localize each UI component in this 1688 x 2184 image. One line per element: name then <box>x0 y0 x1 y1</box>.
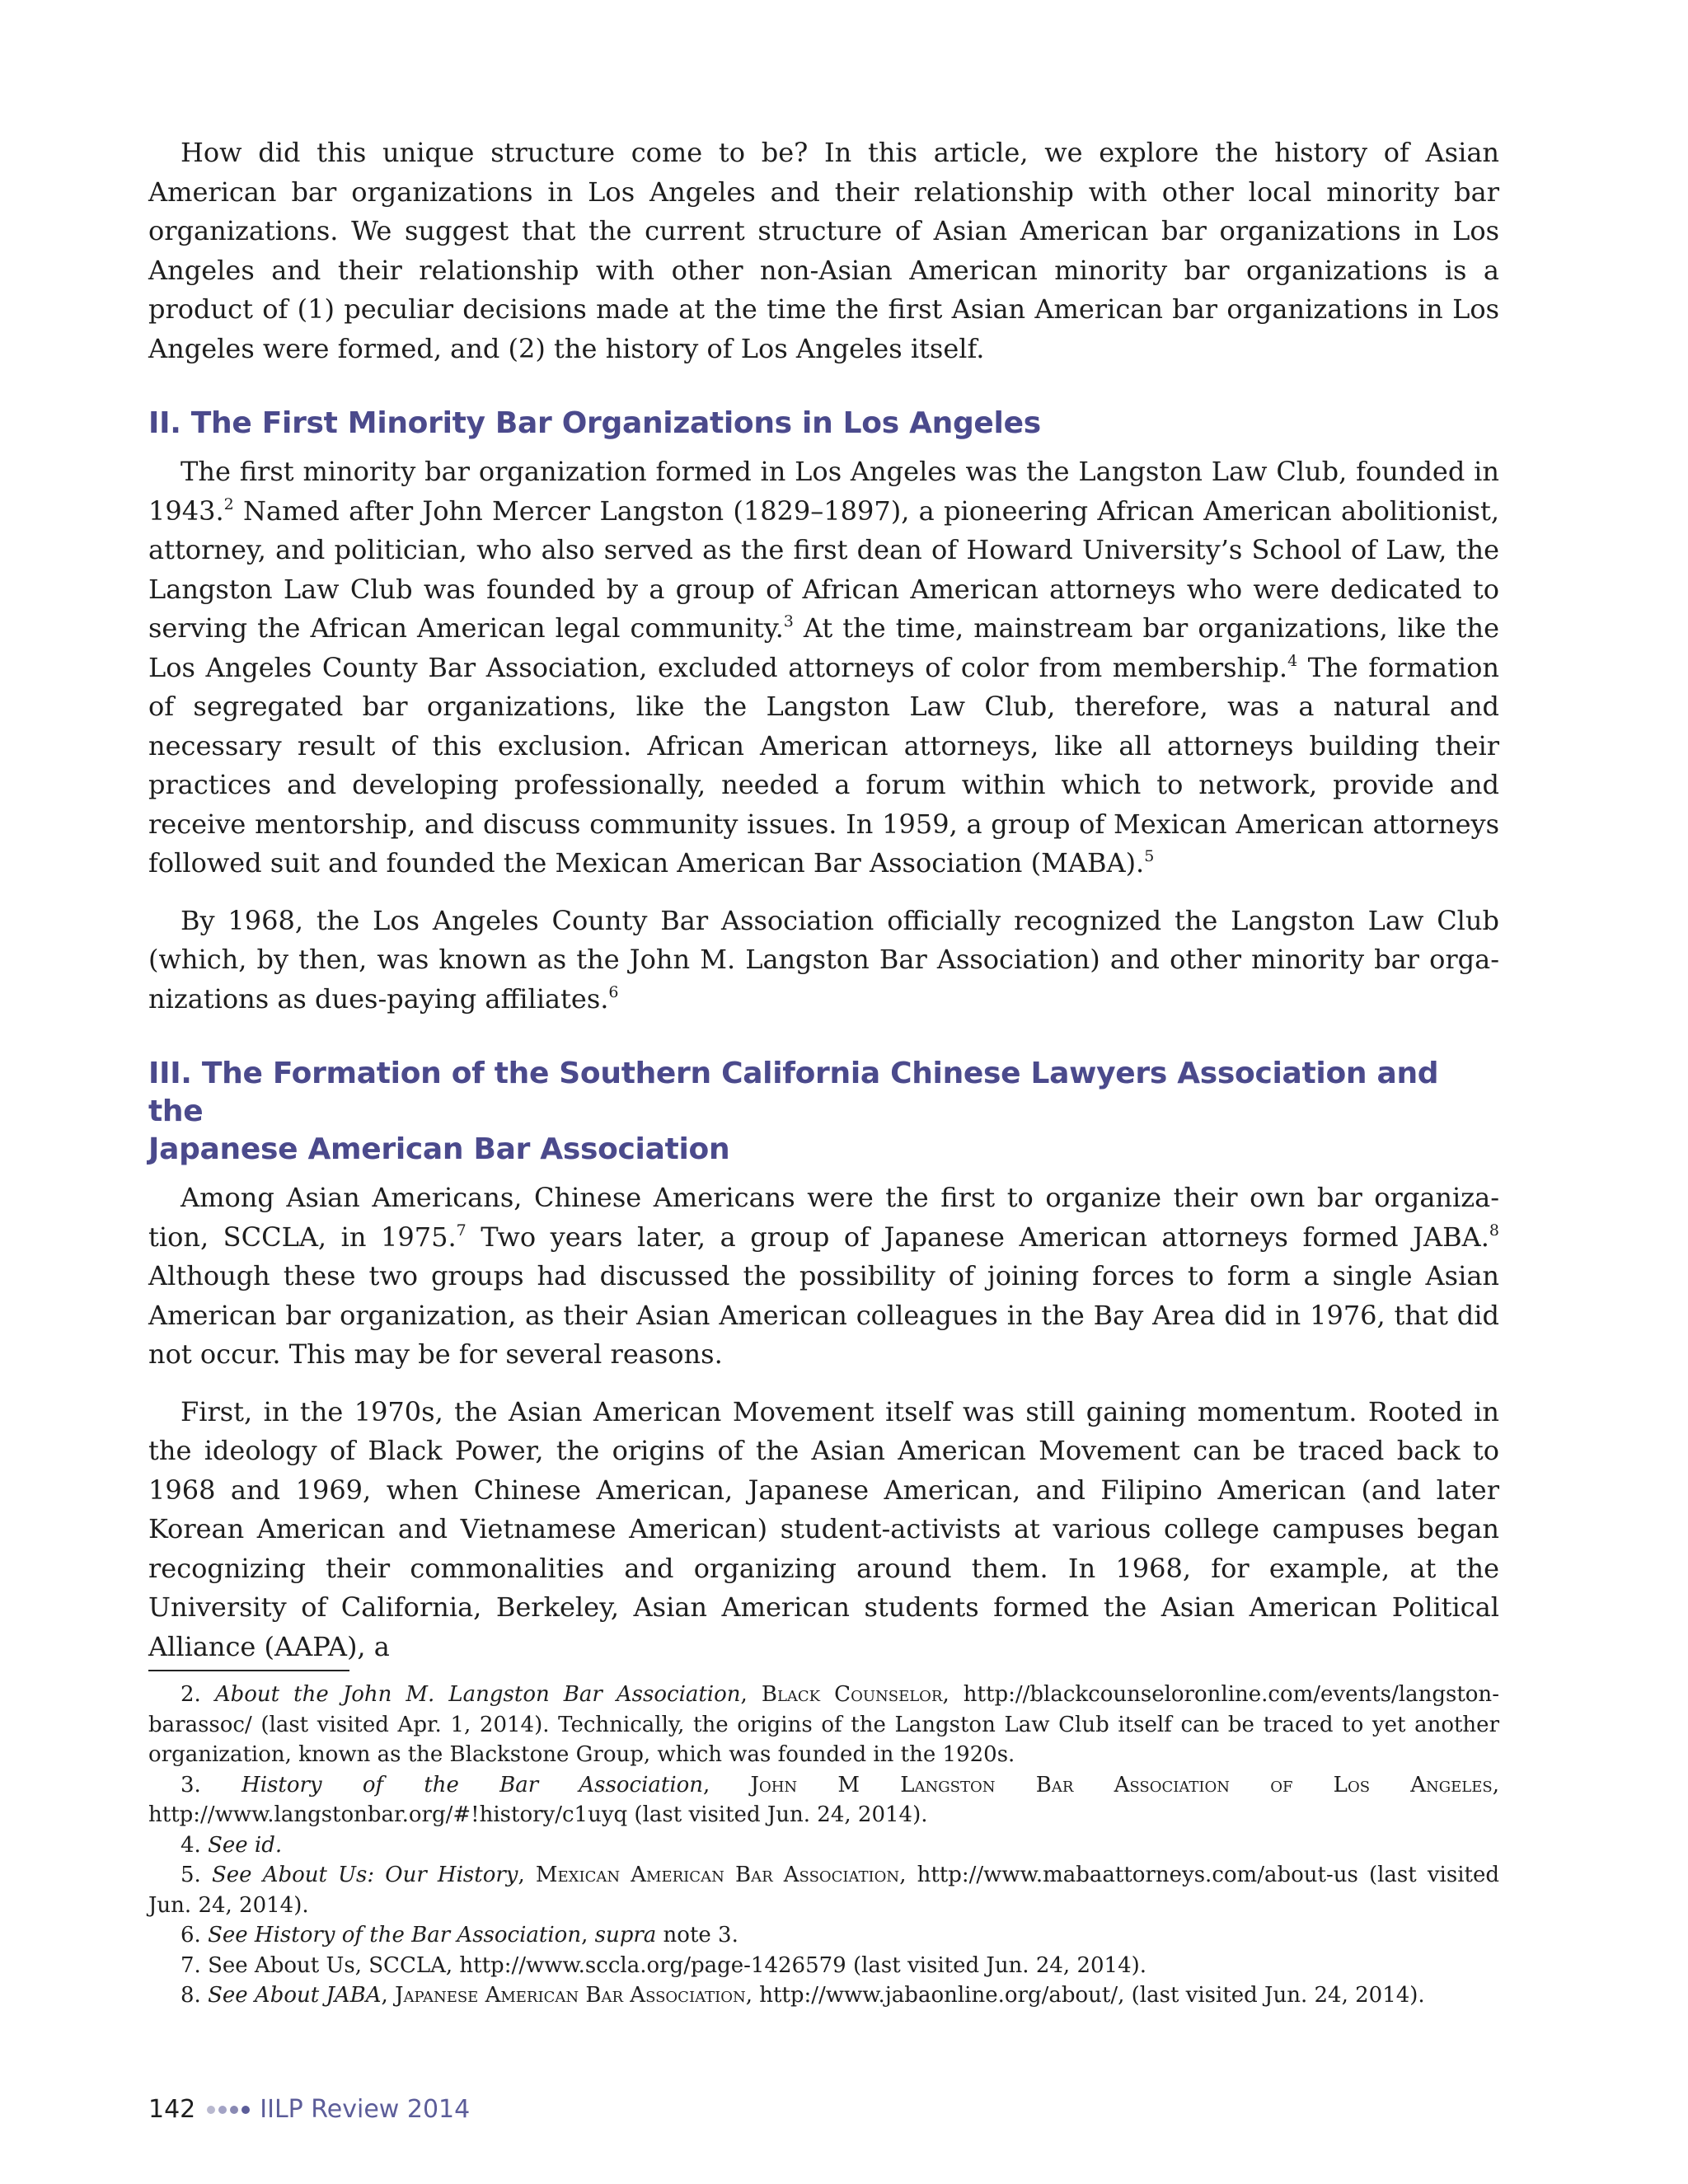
footnote-ref-7[interactable]: 7 <box>456 1221 467 1240</box>
dot-icon <box>241 2106 250 2114</box>
footnotes <box>148 1680 1499 2011</box>
footnote-ref-5[interactable]: 5 <box>1144 847 1155 865</box>
dot-icon <box>207 2106 215 2114</box>
section-2-paragraph-2: By 1968, the Los Angeles County Bar Association officially recognized the Langston Law Club (which, by then, was known as the John M. Langston Bar Association) and other minority bar organizations as dues-paying affiliates.$^6$ <box>148 904 1499 1015</box>
footnote-divider <box>148 1670 349 1671</box>
article-page <box>148 134 1499 2011</box>
section-3-paragraph-1: Among Asian Americans, Chinese Americans were the first to organize their own bar organization, SCCLA, in 1975.$^7$ Two years later, a group of Japanese American attorneys formed JABA.$^8$ Although these two groups had discussed the possibility of joining forces to form a single Asian American bar organization, as their Asian American colleagues in the Bay Area did in 1976, that did not occur. This may be for several reasons. <box>148 1182 1500 1370</box>
intro-paragraph: How did this unique structure come to be? In this article, we explore the history of Asian American bar organizations in Los Angeles and their relationship with other local minority bar organizations. We suggest that the current structure of Asian American bar organizations in Los Angeles and their relationship with other non-Asian American minority bar organizations is a product of (1) peculiar decisions made at the time the first Asian American bar organizations in Los Angeles were formed, and (2) the history of Los Angeles itself. <box>148 137 1499 364</box>
dot-icon <box>230 2106 238 2114</box>
footnote-8: 8. See About JABA, Japanese American Bar Association, http://www.jabaonline.org/about/, (last visited Jun. 24, 2014). <box>181 1983 1425 2008</box>
footnote-5: 5. See About Us: Our History, Mexican American Bar Association, http://www.mabaattorneys.com/about-us (last visited Jun. 24, 2014). <box>148 1863 1500 1918</box>
footnote-ref-4[interactable]: 4 <box>1287 651 1298 670</box>
section-3-heading: III. The Formation of the Southern California Chinese Lawyers Association and the Japanese American Bar Association <box>148 1057 1439 1166</box>
footnote-ref-6[interactable]: 6 <box>608 982 619 1001</box>
page-number: 142 <box>148 2095 196 2124</box>
footnote-2: 2. About the John M. Langston Bar Association, Black Counselor, http://blackcounseloronline.com/events/langstonbarassoc/ (last visited Apr. 1, 2014). Technically, the origins of the Langston Law Club itself can be traced to yet another organization, known as the Blackstone Group, which was founded in the 1920s. <box>148 1682 1499 1767</box>
journal-title: IILP Review 2014 <box>260 2095 471 2124</box>
footnote-7: 7. See About Us, SCCLA, http://www.sccla.org/page-1426579 (last visited Jun. 24, 2014). <box>181 1952 1147 1978</box>
footnote-6: 6. See History of the Bar Association, supra note 3. <box>181 1923 738 1947</box>
footnote-ref-2[interactable]: 2 <box>223 494 234 513</box>
footnote-4: 4. See id. <box>181 1832 283 1858</box>
section-2-heading: II. The First Minority Bar Organizations in Los Angeles <box>148 406 1041 440</box>
dot-icon <box>218 2106 227 2114</box>
footnote-ref-8[interactable]: 8 <box>1489 1221 1500 1240</box>
footnote-3: 3. History of the Bar Association, John M Langston Bar Association of Los Angeles, http://www.langstonbar.org/#!history/c1uyq (last visited Jun. 24, 2014). <box>148 1772 1499 1827</box>
section-2-paragraph-1: The first minority bar organization formed in Los Angeles was the Langston Law Club, founded in 1943.$^2$ Named after John Mercer Langston (1829–1897), a pioneering African American abolitionist, attorney, and politician, who also served as the first dean of Howard University’s School of Law, the Langston Law Club was founded by a group of African American attorneys who were dedicated to serving the African American legal community.$^3$ At the time, mainstream bar organizations, like the Los Angeles County Bar Association, excluded attorneys of color from membership.$^4$ The formation of segregated bar organizations, like the Langston Law Club, therefore, was a natural and necessary result of this exclusion. African American attorneys, like all attorneys building their practices and developing professionally, needed a forum within which to network, provide and receive mentorship, and discuss community issues. In 1959, a group of Mexican American attorneys followed suit and founded the Mexican American Bar Association (MABA).$^5$ <box>148 456 1500 879</box>
footnote-ref-3[interactable]: 3 <box>783 612 794 630</box>
decorative-dots-icon <box>207 2106 250 2114</box>
page-footer <box>148 2093 470 2126</box>
section-3-paragraph-2: First, in the 1970s, the Asian American Movement itself was still gaining momentum. Rooted in the ideology of Black Power, the origins of the Asian American Movement can be traced back to 1968 and 1969, when Chinese American, Japanese American, and Filipino American (and later Korean American and Vietnamese American) student-activists at various college campuses began recognizing their commonalities and organizing around them. In 1968, for example, at the University of California, Berkeley, Asian American students formed the Asian American Political Alliance (AAPA), a <box>148 1395 1499 1662</box>
